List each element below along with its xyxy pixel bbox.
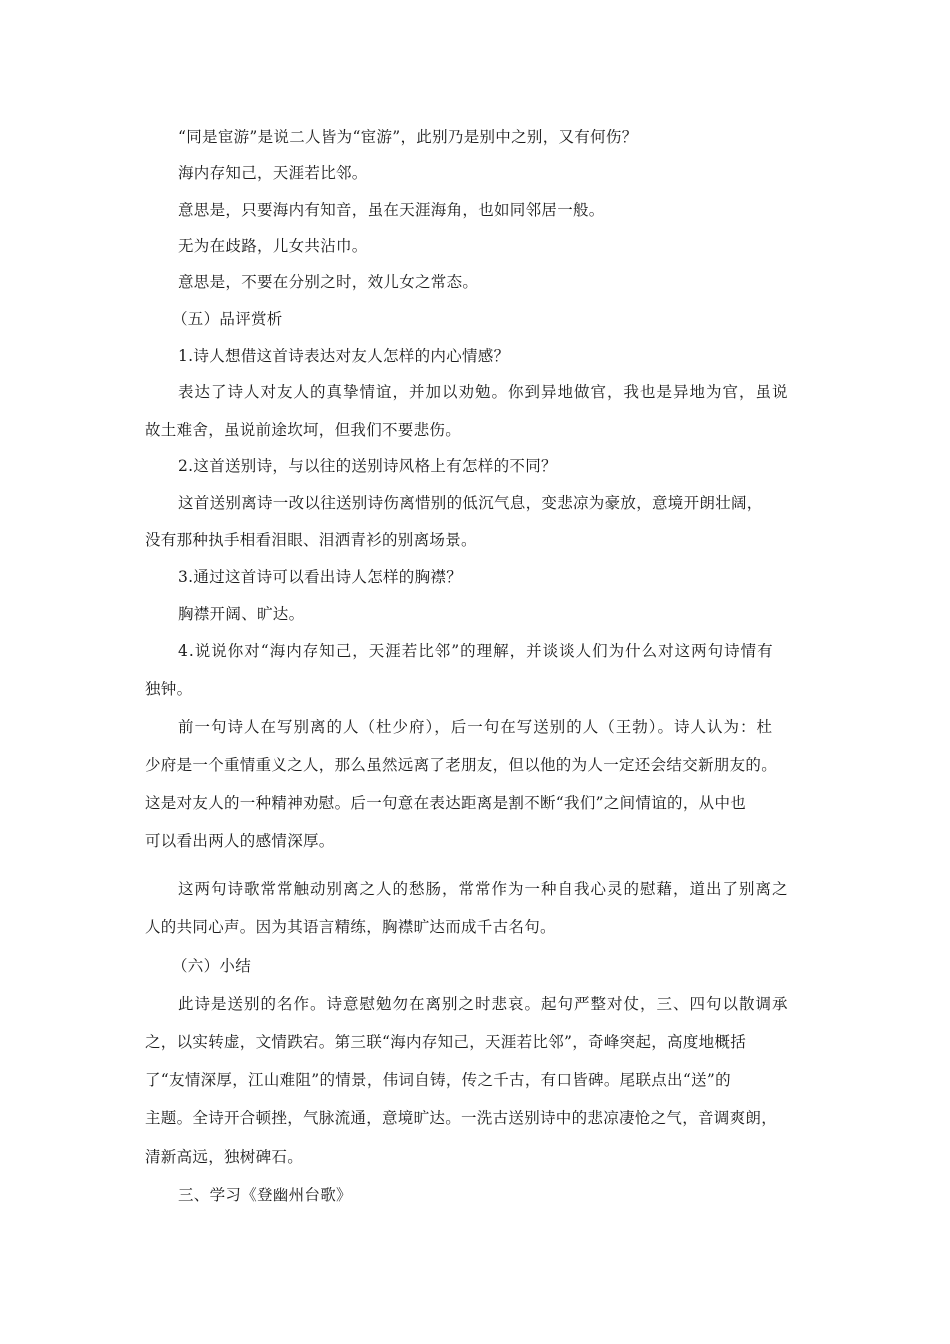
body-paragraph: 故土难舍，虽说前途坎坷，但我们不要悲伤。 xyxy=(145,421,462,439)
body-paragraph: 少府是一个重情重义之人，那么虽然远离了老朋友，但以他的为人一定还会结交新朋友的。 xyxy=(145,756,778,774)
body-paragraph: 这首送别离诗一改以往送别诗伤离惜别的低沉气息，变悲凉为豪放，意境开朗壮阔， xyxy=(178,494,763,512)
body-paragraph: 此诗是送别的名作。诗意慰勉勿在离别之时悲哀。起句严整对仗，三、四句以散调承 xyxy=(178,995,789,1013)
body-paragraph: 人的共同心声。因为其语言精练，胸襟旷达而成千古名句。 xyxy=(145,918,556,936)
section-heading: （五）品评赏析 xyxy=(172,310,283,328)
question: 3.通过这首诗可以看出诗人怎样的胸襟？ xyxy=(178,568,462,586)
body-paragraph: 主题。全诗开合顿挫，气脉流通，意境旷达。一洗古送别诗中的悲凉凄怆之气，音调爽朗， xyxy=(145,1109,778,1127)
body-paragraph: 意思是，不要在分别之时，效儿女之常态。 xyxy=(178,273,479,291)
body-paragraph: 之，以实转虚，文情跌宕。第三联“海内存知己，天涯若比邻”，奇峰突起，高度地概括 xyxy=(145,1033,747,1051)
body-paragraph: 表达了诗人对友人的真挚情谊，并加以劝勉。你到异地做官，我也是异地为官，虽说 xyxy=(178,383,789,401)
body-paragraph: 胸襟开阔、旷达。 xyxy=(178,605,305,623)
section-heading: （六）小结 xyxy=(172,957,252,975)
body-paragraph: 这是对友人的一种精神劝慰。后一句意在表达距离是割不断“我们”之间情谊的，从中也 xyxy=(145,794,747,812)
question: 2.这首送别诗，与以往的送别诗风格上有怎样的不同？ xyxy=(178,457,557,475)
poem-line: 无为在歧路，儿女共沾巾。 xyxy=(178,237,368,255)
body-paragraph: 可以看出两人的感情深厚。 xyxy=(145,832,335,850)
question: 独钟。 xyxy=(145,680,193,698)
section-heading: 三、学习《登幽州台歌》 xyxy=(178,1186,352,1204)
body-paragraph: 没有那种执手相看泪眼、泪洒青衫的别离场景。 xyxy=(145,531,477,549)
question: 4.说说你对“海内存知己，天涯若比邻”的理解，并谈谈人们为什么对这两句诗情有 xyxy=(178,642,774,660)
body-paragraph: 清新高远，独树碑石。 xyxy=(145,1148,304,1166)
body-paragraph: 意思是，只要海内有知音，虽在天涯海角，也如同邻居一般。 xyxy=(178,201,605,219)
body-paragraph: “同是宦游”是说二人皆为“宦游”，此别乃是别中之别，又有何伤？ xyxy=(178,128,638,146)
poem-line: 海内存知己，天涯若比邻。 xyxy=(178,164,368,182)
body-paragraph: 了“友情深厚，江山难阻”的情景，伟词自铸，传之千古，有口皆碑。尾联点出“送”的 xyxy=(145,1071,731,1089)
body-paragraph: 前一句诗人在写别离的人（杜少府），后一句在写送别的人（王勃）。诗人认为：杜 xyxy=(178,718,774,736)
question: 1.诗人想借这首诗表达对友人怎样的内心情感？ xyxy=(178,347,510,365)
body-paragraph: 这两句诗歌常常触动别离之人的愁肠，常常作为一种自我心灵的慰藉，道出了别离之 xyxy=(178,880,789,898)
